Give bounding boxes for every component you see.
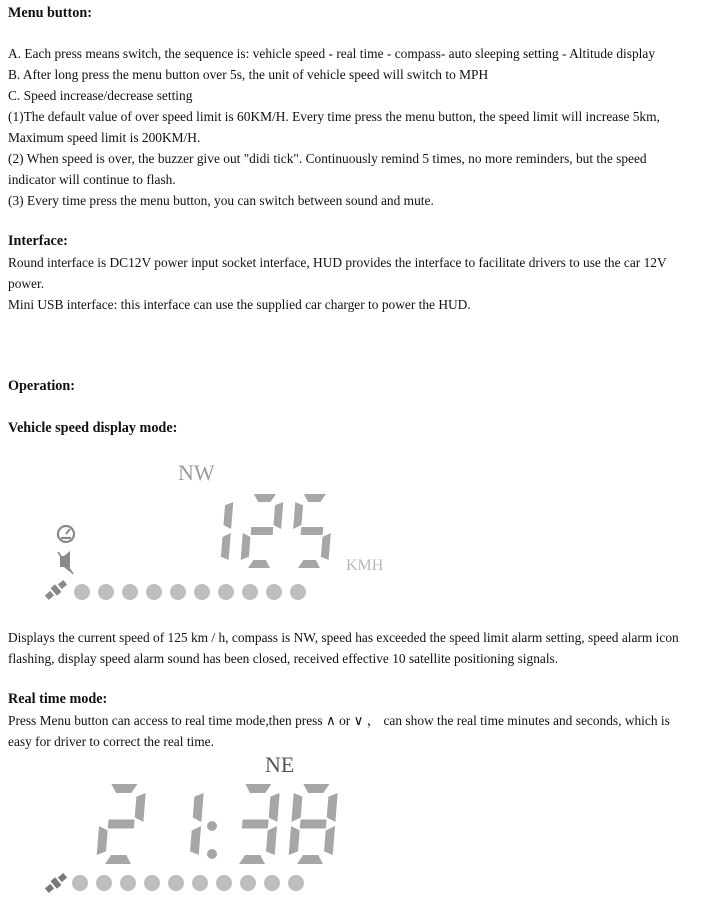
segment-e	[291, 533, 301, 560]
speed-digit	[191, 494, 234, 568]
segment-f	[99, 793, 110, 822]
segment-a	[303, 784, 329, 793]
segment-a	[111, 784, 137, 793]
satellite-dot	[74, 584, 90, 600]
segment-e	[241, 533, 251, 560]
compass-ne: NE	[265, 752, 295, 777]
segment-c	[266, 826, 277, 855]
time-digits	[97, 784, 338, 864]
time-digit	[155, 784, 204, 864]
interface-line2: power.	[8, 276, 45, 291]
satellite-dot	[170, 584, 186, 600]
speaker-mute-icon	[58, 551, 73, 574]
real-time-heading: Real time mode:	[8, 691, 108, 707]
speed-digit	[291, 494, 334, 568]
satellite-dot	[288, 875, 304, 891]
colon-bottom	[207, 849, 217, 859]
segment-b	[223, 502, 233, 529]
satellite-dot	[240, 875, 256, 891]
menu-item-c3: (3) Every time press the menu button, you can switch between sound and mute.	[8, 193, 434, 208]
segment-f	[243, 502, 253, 529]
segment-d	[297, 855, 323, 864]
satellite-dot	[146, 584, 162, 600]
segment-g	[108, 820, 135, 829]
operation-heading: Operation:	[8, 378, 75, 394]
satellite-dots	[72, 875, 304, 891]
speed-display	[40, 452, 400, 612]
menu-item-b: B. After long press the menu button over 5s, the unit of vehicle speed will switch to MPH	[8, 67, 489, 82]
satellite-icon	[44, 871, 69, 894]
satellite-dot	[168, 875, 184, 891]
satellite-icon	[44, 578, 69, 601]
menu-item-c1-line2: Maximum speed limit is 200KM/H.	[8, 130, 201, 145]
speed-digits	[191, 494, 334, 568]
menu-button-heading: Menu button:	[8, 5, 92, 21]
segment-a	[304, 494, 326, 502]
speed-unit: KMH	[346, 557, 384, 574]
speed-digit	[241, 494, 284, 568]
segment-g	[166, 820, 193, 829]
satellite-dot	[98, 584, 114, 600]
satellite-dot	[122, 584, 138, 600]
segment-d	[248, 560, 270, 568]
speed-mode-heading: Vehicle speed display mode:	[8, 420, 178, 436]
segment-f	[233, 793, 244, 822]
speed-description-line2: flashing, display speed alarm sound has been closed, received effective 10 satellite positioning signals.	[8, 651, 559, 666]
segment-c	[324, 826, 335, 855]
segment-e	[289, 826, 300, 855]
segment-f	[293, 502, 303, 529]
menu-item-a: A. Each press means switch, the sequence is: vehicle speed - real time - compass- auto sleeping setting - Altitude display	[8, 46, 656, 61]
compass-nw: NW	[178, 460, 215, 485]
segment-f	[291, 793, 302, 822]
segment-c	[132, 826, 143, 855]
satellite-dot	[72, 875, 88, 891]
segment-g	[201, 527, 224, 535]
colon-top	[207, 821, 217, 831]
segment-a	[245, 784, 271, 793]
segment-b	[193, 793, 204, 822]
segment-g	[251, 527, 274, 535]
segment-a	[254, 494, 276, 502]
menu-item-c1-line1: (1)The default value of over speed limit is 60KM/H. Every time press the menu button, the speed limit will increase 5km,	[8, 109, 660, 124]
segment-a	[204, 494, 226, 502]
segment-c	[221, 533, 231, 560]
satellite-dot	[242, 584, 258, 600]
time-display	[40, 750, 350, 898]
segment-b	[327, 793, 338, 822]
segment-e	[231, 826, 242, 855]
satellite-dot	[96, 875, 112, 891]
segment-e	[97, 826, 108, 855]
menu-item-c2-line1: (2) When speed is over, the buzzer give out "didi tick". Continuously remind 5 times, no more reminders, but the speed	[8, 151, 647, 166]
segment-f	[193, 502, 203, 529]
segment-b	[135, 793, 146, 822]
segment-d	[105, 855, 131, 864]
segment-g	[300, 820, 327, 829]
satellite-dot	[192, 875, 208, 891]
satellite-dot	[218, 584, 234, 600]
segment-b	[273, 502, 283, 529]
segment-e	[155, 826, 166, 855]
segment-g	[301, 527, 324, 535]
satellite-dot	[290, 584, 306, 600]
segment-a	[169, 784, 195, 793]
segment-f	[157, 793, 168, 822]
menu-item-c: C. Speed increase/decrease setting	[8, 88, 193, 103]
speed-description-line1: Displays the current speed of 125 km / h, compass is NW, speed has exceeded the speed limit alarm setting, speed alarm icon	[8, 630, 679, 645]
segment-d	[198, 560, 220, 568]
segment-c	[271, 533, 281, 560]
interface-heading: Interface:	[8, 233, 68, 249]
real-time-line2: easy for driver to correct the real time.	[8, 734, 214, 749]
segment-d	[239, 855, 265, 864]
segment-c	[190, 826, 201, 855]
interface-line3: Mini USB interface: this interface can use the supplied car charger to power the HUD.	[8, 297, 471, 312]
segment-e	[191, 533, 201, 560]
satellite-dots	[74, 584, 306, 600]
time-digit	[289, 784, 338, 864]
segment-d	[163, 855, 189, 864]
satellite-dot	[266, 584, 282, 600]
time-digit	[231, 784, 280, 864]
menu-item-c2-line2: indicator will continue to flash.	[8, 172, 176, 187]
satellite-dot	[194, 584, 210, 600]
satellite-dot	[216, 875, 232, 891]
satellite-dot	[264, 875, 280, 891]
satellite-dot	[120, 875, 136, 891]
segment-c	[321, 533, 331, 560]
real-time-line1: Press Menu button can access to real time mode,then press ∧ or ∨ ， can show the real time minutes and seconds, which is	[8, 713, 670, 728]
time-digit	[97, 784, 146, 864]
segment-d	[298, 560, 320, 568]
interface-line1: Round interface is DC12V power input socket interface, HUD provides the interface to facilitate drivers to use the car 12V	[8, 255, 667, 270]
satellite-dot	[144, 875, 160, 891]
segment-b	[323, 502, 333, 529]
segment-g	[242, 820, 269, 829]
segment-b	[269, 793, 280, 822]
speed-alarm-icon	[58, 526, 74, 542]
